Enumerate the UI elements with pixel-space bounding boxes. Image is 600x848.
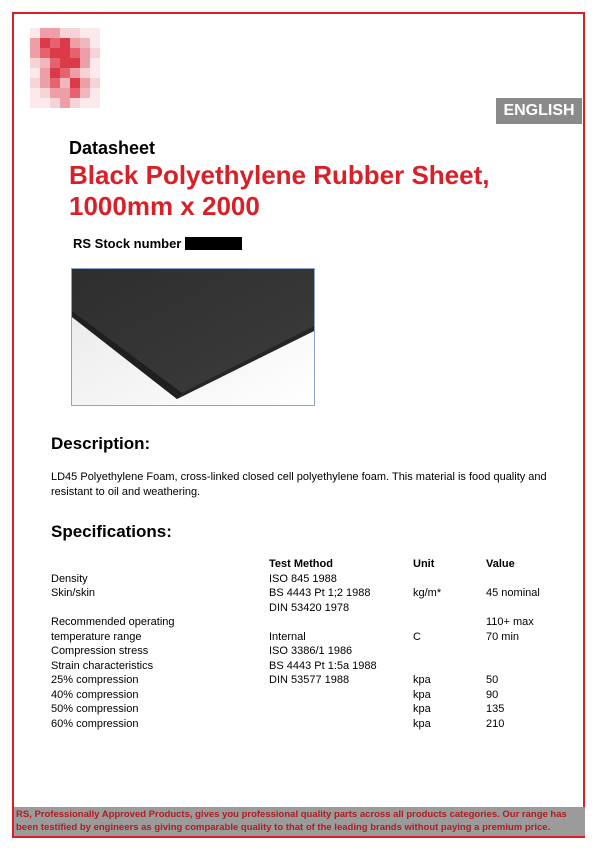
spec-col-test-method: Test Method bbox=[269, 558, 333, 570]
spec-cell-unit: kpa bbox=[413, 688, 431, 701]
logo-pixel bbox=[40, 38, 50, 48]
logo-pixel bbox=[40, 58, 50, 68]
logo-pixel bbox=[30, 68, 40, 78]
logo-pixel bbox=[70, 38, 80, 48]
spec-cell-test-method bbox=[269, 702, 413, 717]
spec-cell-unit: C bbox=[413, 630, 421, 643]
logo-pixel bbox=[50, 78, 60, 88]
logo-pixel bbox=[80, 38, 90, 48]
logo-pixel bbox=[30, 78, 40, 88]
spec-row bbox=[51, 717, 566, 732]
logo-pixel bbox=[30, 88, 40, 98]
spec-cell-test-method: DIN 53420 1978 bbox=[269, 601, 350, 614]
spec-cell-value: 45 nominal bbox=[486, 587, 540, 599]
spec-col-unit: Unit bbox=[413, 558, 435, 570]
logo-pixel bbox=[30, 28, 40, 38]
spec-cell-value: 50 bbox=[486, 674, 499, 686]
spec-cell-unit bbox=[413, 615, 486, 630]
spec-cell-value bbox=[486, 644, 566, 659]
spec-cell-test-method: Internal bbox=[269, 630, 306, 643]
spec-cell-value bbox=[486, 572, 566, 587]
spec-cell-test-method bbox=[269, 717, 413, 732]
spec-cell-test-method: BS 4443 Pt 1:5a 1988 bbox=[269, 659, 377, 672]
logo-pixel bbox=[40, 48, 50, 58]
logo-pixel bbox=[60, 38, 70, 48]
logo-pixel bbox=[30, 48, 40, 58]
spec-cell-property: Skin/skin bbox=[51, 587, 96, 599]
spec-cell-property: 50% compression bbox=[51, 703, 139, 715]
spec-cell-property: Compression stress bbox=[51, 645, 149, 657]
spec-cell-unit bbox=[413, 572, 486, 587]
logo-pixel bbox=[90, 98, 100, 108]
spec-cell-property bbox=[51, 601, 269, 616]
spec-col-value: Value bbox=[486, 558, 515, 570]
specifications-table bbox=[51, 557, 566, 731]
spec-cell-test-method bbox=[269, 615, 413, 630]
spec-row bbox=[51, 601, 566, 616]
logo-pixel bbox=[50, 48, 60, 58]
spec-row bbox=[51, 615, 566, 630]
spec-cell-value: 90 bbox=[486, 688, 499, 701]
logo-pixel bbox=[70, 58, 80, 68]
redacted-stock-number bbox=[185, 237, 242, 250]
spec-cell-property: 60% compression bbox=[51, 717, 139, 730]
logo-pixel bbox=[60, 68, 70, 78]
logo-pixel bbox=[40, 68, 50, 78]
spec-cell-unit: kg/m* bbox=[413, 587, 442, 599]
spec-cell-value: 135 bbox=[486, 703, 505, 715]
spec-row bbox=[51, 659, 566, 674]
logo-pixel bbox=[90, 48, 100, 58]
product-photo bbox=[71, 268, 315, 406]
logo-pixel bbox=[40, 28, 50, 38]
datasheet-label: Datasheet bbox=[69, 138, 156, 158]
spec-row bbox=[51, 630, 566, 645]
logo-pixel bbox=[90, 58, 100, 68]
logo-pixel bbox=[90, 68, 100, 78]
spec-cell-unit: kpa bbox=[413, 674, 431, 686]
logo-pixel bbox=[50, 38, 60, 48]
spec-cell-unit bbox=[413, 644, 486, 659]
logo-pixel bbox=[80, 98, 90, 108]
spec-cell-property: 25% compression bbox=[51, 674, 139, 686]
description-text: LD45 Polyethylene Foam, cross-linked closed cell polyethylene foam. This material is food quality and resistant to oil and weathering. bbox=[51, 471, 547, 498]
spec-cell-test-method bbox=[269, 688, 413, 703]
logo-pixel bbox=[50, 28, 60, 38]
spec-cell-test-method: ISO 3386/1 1986 bbox=[269, 645, 353, 657]
specifications-heading: Specifications: bbox=[51, 522, 172, 541]
logo-pixel bbox=[90, 38, 100, 48]
spec-cell-unit: kpa bbox=[413, 703, 431, 715]
logo-pixel bbox=[50, 58, 60, 68]
logo-pixel bbox=[70, 78, 80, 88]
product-title-line-2: 1000mm x 2000 bbox=[69, 191, 260, 221]
spec-row bbox=[51, 688, 566, 703]
logo-pixel bbox=[70, 98, 80, 108]
spec-cell-value bbox=[486, 601, 566, 616]
logo-pixel bbox=[90, 28, 100, 38]
logo-pixel bbox=[30, 98, 40, 108]
spec-row bbox=[51, 572, 566, 587]
logo-pixel bbox=[90, 88, 100, 98]
logo-pixel bbox=[60, 88, 70, 98]
logo-pixel bbox=[60, 28, 70, 38]
spec-cell-unit: kpa bbox=[413, 717, 431, 730]
language-badge: ENGLISH bbox=[496, 98, 582, 124]
stock-number bbox=[73, 236, 242, 251]
product-title-line-1: Black Polyethylene Rubber Sheet, bbox=[69, 160, 490, 190]
logo-pixel bbox=[70, 68, 80, 78]
spec-cell-value: 110+ max bbox=[486, 616, 534, 628]
logo-pixel bbox=[50, 88, 60, 98]
blurred-logo bbox=[30, 28, 100, 106]
spec-row bbox=[51, 644, 566, 659]
spec-cell-property: Recommended operating bbox=[51, 616, 175, 628]
spec-row bbox=[51, 586, 566, 601]
spec-col-property bbox=[51, 557, 269, 572]
logo-pixel bbox=[80, 68, 90, 78]
logo-pixel bbox=[80, 28, 90, 38]
logo-pixel bbox=[50, 98, 60, 108]
logo-pixel bbox=[60, 98, 70, 108]
logo-pixel bbox=[70, 48, 80, 58]
logo-pixel bbox=[40, 88, 50, 98]
logo-pixel bbox=[40, 78, 50, 88]
logo-pixel bbox=[80, 48, 90, 58]
spec-cell-property: 40% compression bbox=[51, 688, 139, 701]
logo-pixel bbox=[60, 58, 70, 68]
product-title bbox=[69, 160, 539, 222]
footer-banner: RS, Professionally Approved Products, gives you professional quality parts across all products categories. Our range has been testified by engineers as giving comparable quality to that of the leading brands without paying a premium price. bbox=[14, 807, 585, 836]
spec-cell-test-method: BS 4443 Pt 1;2 1988 bbox=[269, 587, 371, 599]
spec-cell-value bbox=[486, 659, 566, 674]
logo-pixel bbox=[70, 88, 80, 98]
logo-pixel bbox=[60, 78, 70, 88]
spec-cell-property: Strain characteristics bbox=[51, 659, 154, 672]
spec-cell-unit bbox=[413, 601, 486, 616]
spec-cell-value: 70 min bbox=[486, 630, 520, 643]
logo-pixel bbox=[40, 98, 50, 108]
logo-pixel bbox=[70, 28, 80, 38]
spec-cell-value: 210 bbox=[486, 717, 505, 730]
spec-header-row bbox=[51, 557, 566, 572]
logo-pixel bbox=[80, 88, 90, 98]
spec-row bbox=[51, 702, 566, 717]
description-heading: Description: bbox=[51, 434, 151, 453]
spec-cell-test-method: DIN 53577 1988 bbox=[269, 674, 350, 686]
spec-cell-property: Density bbox=[51, 572, 88, 585]
logo-pixel bbox=[90, 78, 100, 88]
logo-pixel bbox=[30, 58, 40, 68]
spec-cell-test-method: ISO 845 1988 bbox=[269, 572, 337, 585]
logo-pixel bbox=[60, 48, 70, 58]
logo-pixel bbox=[80, 58, 90, 68]
logo-pixel bbox=[30, 38, 40, 48]
spec-cell-property: temperature range bbox=[51, 630, 142, 643]
logo-pixel bbox=[80, 78, 90, 88]
logo-pixel bbox=[50, 68, 60, 78]
spec-cell-unit bbox=[413, 659, 486, 674]
stock-number-label: RS Stock number bbox=[73, 236, 182, 251]
spec-row bbox=[51, 673, 566, 688]
